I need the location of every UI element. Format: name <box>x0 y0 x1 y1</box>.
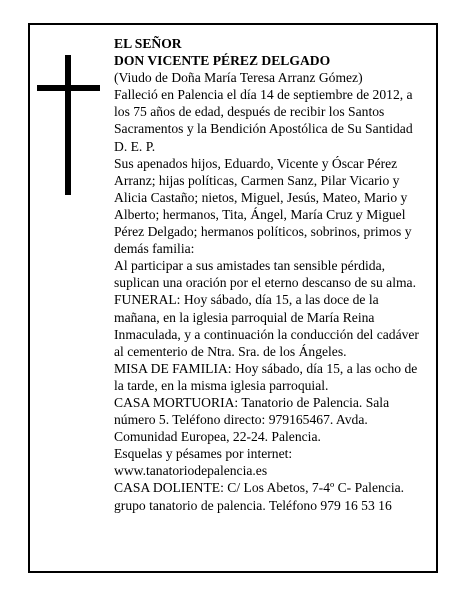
funeral-paragraph: FUNERAL: Hoy sábado, día 15, a las doce de la mañana, en la iglesia parroquial de María Reina Inmaculada, y a continuación la conducción del cadáver al cementerio de Ntra. Sra. de los Ángeles. <box>114 292 419 359</box>
heading-name: DON VICENTE PÉREZ DELGADO <box>114 53 331 69</box>
obituary-text <box>114 35 426 514</box>
prayer-paragraph: Al participar a sus amistades tan sensible pérdida, suplican una oración por el eterno descanso de su alma. <box>114 258 416 291</box>
widower-line: (Viudo de Doña María Teresa Arranz Gómez) <box>114 70 363 86</box>
mortuary-paragraph: CASA MORTUORIA: Tanatorio de Palencia. Sala número 5. Teléfono directo: 979165467. Avda. Comunidad Europea, 22-24. Palencia. <box>114 394 390 445</box>
website-line: www.tanatoriodepalencia.es <box>114 463 268 479</box>
death-paragraph: Falleció en Palencia el día 14 de septiembre de 2012, a los 75 años de edad, después de recibir los Santos Sacramentos y la Bendición Apostólica de Su Santidad <box>114 87 413 137</box>
family-mass-paragraph: MISA DE FAMILIA: Hoy sábado, día 15, a las ocho de la tarde, en la misma iglesia parroquial. <box>114 360 418 393</box>
heading-line-1: EL SEÑOR <box>114 36 182 51</box>
cross-horizontal-bar <box>37 85 100 91</box>
home-address-line: CASA DOLIENTE: C/ Los Abetos, 7-4º C- Palencia. <box>114 480 405 496</box>
rip-line: D. E. P. <box>114 138 156 154</box>
footer-line: grupo tanatorio de palencia. Teléfono 979 16 53 16 <box>114 497 392 513</box>
family-paragraph: Sus apenados hijos, Eduardo, Vicente y Óscar Pérez Arranz; hijas políticas, Carmen Sanz, Pilar Vicario y Alicia Castaño; nietos, Miguel, Jesús, Mateo, Mario y Alberto; hermanos, Tita, Ángel, María Cruz y Miguel Pérez Delgado; hermanos políticos, sobrinos, primos y demás familia: <box>114 155 412 257</box>
internet-label: Esquelas y pésames por internet: <box>114 446 293 462</box>
cross-vertical-bar <box>65 55 71 195</box>
